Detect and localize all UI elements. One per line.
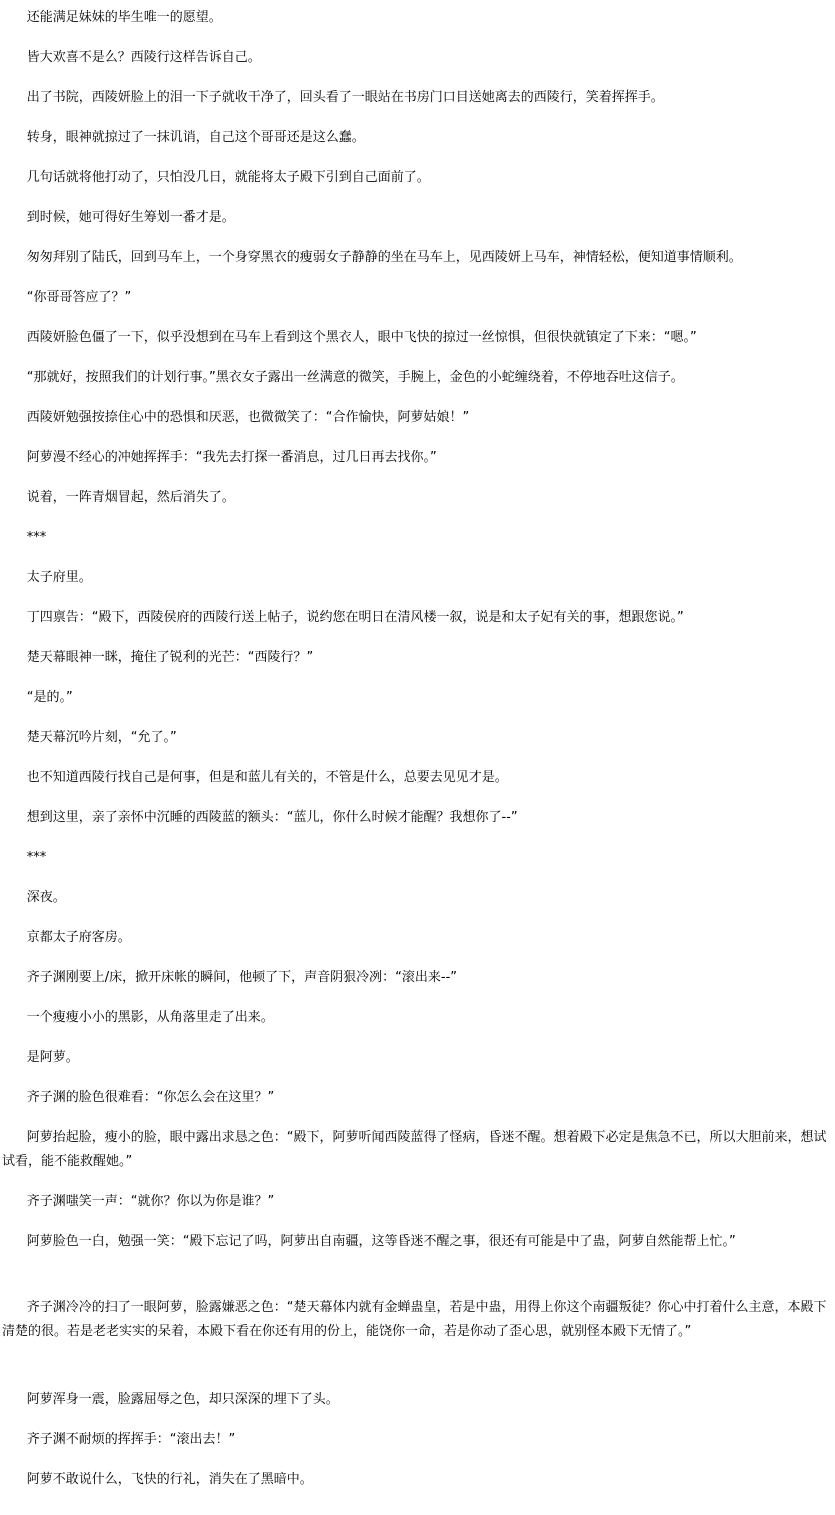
paragraph: 阿萝漫不经心的冲她挥挥手：“我先去打探一番消息，过几日再去找你。” bbox=[2, 450, 437, 465]
paragraph: 西陵妍脸色僵了一下，似乎没想到在马车上看到这个黑衣人，眼中飞快的掠过一丝惊惧，但很快就镇定了下来：“嗯。” bbox=[2, 330, 697, 345]
paragraph: 齐子渊刚要上/床，掀开床帐的瞬间，他顿了下，声音阴狠冷冽：“滚出来--” bbox=[2, 970, 458, 985]
paragraph: 太子府里。 bbox=[2, 570, 92, 585]
section-divider: *** bbox=[2, 530, 47, 545]
paragraph: 楚天幕沉吟片刻，“允了。” bbox=[2, 730, 177, 745]
paragraph: 阿萝抬起脸，瘦小的脸，眼中露出求恳之色：“殿下，阿萝听闻西陵蓝得了怪病，昏迷不醒。想着殿下必定是焦急不已，所以大胆前来，想试试看，能不能救醒她。” bbox=[2, 1130, 827, 1169]
paragraph: 几句话就将他打动了，只怕没几日，就能将太子殿下引到自己面前了。 bbox=[2, 170, 430, 185]
paragraph: 阿萝不敢说什么，飞快的行礼，消失在了黑暗中。 bbox=[2, 1472, 313, 1487]
paragraph: 匆匆拜别了陆氏，回到马车上，一个身穿黑衣的瘦弱女子静静的坐在马车上，见西陵妍上马车，神情轻松，便知道事情顺利。 bbox=[2, 250, 742, 265]
paragraph: 也不知道西陵行找自己是何事，但是和蓝儿有关的，不管是什么，总要去见见才是。 bbox=[2, 770, 508, 785]
paragraph: 说着，一阵青烟冒起，然后消失了。 bbox=[2, 490, 235, 505]
paragraph: 到时候，她可得好生筹划一番才是。 bbox=[2, 210, 235, 225]
paragraph: 西陵妍勉强按捺住心中的恐惧和厌恶，也微微笑了：“合作愉快，阿萝姑娘！” bbox=[2, 410, 470, 425]
paragraph: 阿萝浑身一震，脸露屈辱之色，却只深深的埋下了头。 bbox=[2, 1392, 339, 1407]
paragraph: 齐子渊冷冷的扫了一眼阿萝，脸露嫌恶之色：“楚天幕体内就有金蝉蛊皇，若是中蛊，用得上你这个南疆叛徒？你心中打着什么主意，本殿下清楚的很。若是老老实实的呆着，本殿下看在你还有用的份上，能饶你一命，若是你动了歪心思，就别怪本殿下无情了。” bbox=[2, 1300, 827, 1339]
paragraph: 楚天幕眼神一眯，掩住了锐利的光芒：“西陵行？” bbox=[2, 650, 314, 665]
paragraph: 皆大欢喜不是么？西陵行这样告诉自己。 bbox=[2, 50, 261, 65]
paragraph: 还能满足妹妹的毕生唯一的愿望。 bbox=[2, 10, 222, 25]
paragraph: 京都太子府客房。 bbox=[2, 930, 131, 945]
section-divider: *** bbox=[2, 850, 47, 865]
paragraph: 阿萝脸色一白，勉强一笑：“殿下忘记了吗，阿萝出自南疆，这等昏迷不醒之事，很还有可能是中了蛊，阿萝自然能帮上忙。” bbox=[2, 1234, 736, 1249]
paragraph: 想到这里，亲了亲怀中沉睡的西陵蓝的额头：“蓝儿，你什么时候才能醒？我想你了--” bbox=[2, 810, 518, 825]
paragraph: 一个瘦瘦小小的黑影，从角落里走了出来。 bbox=[2, 1010, 274, 1025]
paragraph: 是阿萝。 bbox=[2, 1050, 79, 1065]
paragraph: 齐子渊嗤笑一声：“就你？你以为你是谁？” bbox=[2, 1194, 275, 1209]
paragraph: 深夜。 bbox=[2, 890, 66, 905]
paragraph: “那就好，按照我们的计划行事。”黑衣女子露出一丝满意的微笑，手腕上，金色的小蛇缠绕着，不停地吞吐这信子。 bbox=[2, 370, 684, 385]
paragraph: “你哥哥答应了？” bbox=[2, 290, 132, 305]
paragraph: “是的。” bbox=[2, 690, 73, 705]
paragraph: 出了书院，西陵妍脸上的泪一下子就收干净了，回头看了一眼站在书房门口目送她离去的西陵行，笑着挥挥手。 bbox=[2, 90, 664, 105]
paragraph: 转身，眼神就掠过了一抹讥诮，自己这个哥哥还是这么蠢。 bbox=[2, 130, 365, 145]
paragraph: 齐子渊的脸色很难看：“你怎么会在这里？” bbox=[2, 1090, 275, 1105]
paragraph: 齐子渊不耐烦的挥挥手：“滚出去！” bbox=[2, 1432, 236, 1447]
paragraph: 丁四禀告：“殿下，西陵侯府的西陵行送上帖子，说约您在明日在清风楼一叙，说是和太子妃有关的事，想跟您说。” bbox=[2, 610, 684, 625]
